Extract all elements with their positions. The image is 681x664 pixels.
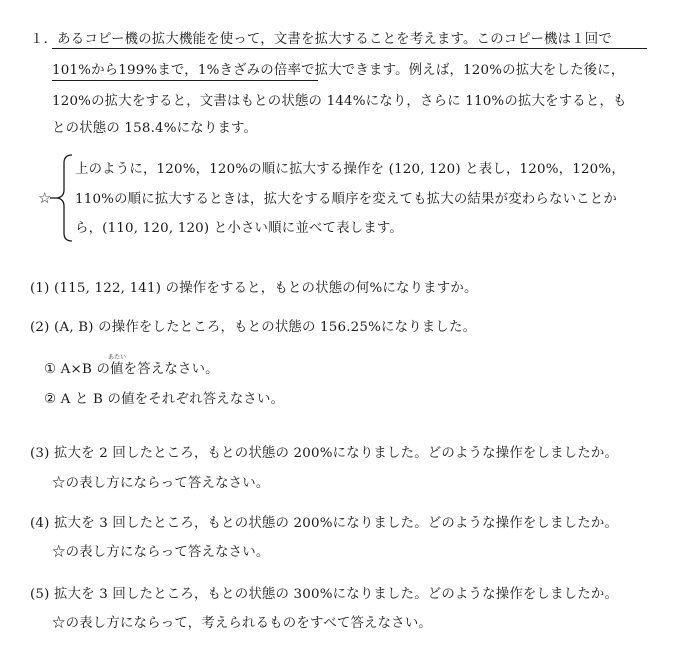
question-4-line-2: ☆の表し方にならって答えなさい。 bbox=[52, 545, 270, 560]
question-5-line-2: ☆の表し方にならって，考えられるものをすべて答えなさい。 bbox=[52, 616, 432, 631]
question-3-line-2: ☆の表し方にならって答えなさい。 bbox=[52, 476, 270, 491]
question-1: (1) (115, 122, 141) の操作をすると，もとの状態の何%になりますか。 bbox=[30, 281, 478, 296]
question-2: (2) (A, B) の操作をしたところ，もとの状態の 156.25%になりました。 bbox=[30, 320, 477, 335]
question-5-line-1: (5) 拡大を 3 回したところ，もとの状態の 300%になりました。どのような操作をしましたか。 bbox=[30, 587, 619, 602]
notation-line-2: 110%の順に拡大するときは，拡大をする順序を変えても拡大の結果が変わらないことか bbox=[75, 192, 617, 207]
intro-line-3: 120%の拡大をすると，文書はもとの状態の 144%になり，さらに 110%の拡大をすると，も bbox=[52, 94, 627, 109]
question-2-sub-2: ② A と B の値をそれぞれ答えなさい。 bbox=[44, 392, 285, 407]
value-word: 値 bbox=[110, 362, 124, 377]
notation-line-1: 上のように，120%，120%の順に拡大する操作を (120, 120) と表し，120%，120%， bbox=[75, 162, 625, 177]
notation-line-3: ら，(110, 120, 120) と小さい順に並べて表します。 bbox=[75, 221, 403, 236]
left-brace-icon bbox=[36, 154, 72, 242]
intro-line-2: 101%から199%まで，1%きざみの倍率で拡大できます。例えば，120%の拡大をした後に， bbox=[52, 63, 625, 78]
question-2-sub-1-suffix: を答えなさい。 bbox=[123, 362, 219, 377]
question-2-sub-1-prefix: ① A×B の bbox=[44, 362, 111, 377]
intro-line-1: １．あるコピー機の拡大機能を使って，文書を拡大することを考えます。このコピー機は１回で bbox=[30, 32, 612, 47]
question-3-line-1: (3) 拡大を 2 回したところ，もとの状態の 200%になりました。どのような操作をしましたか。 bbox=[30, 446, 619, 461]
value-word-ruby: あたい bbox=[108, 354, 127, 361]
question-4-line-1: (4) 拡大を 3 回したところ，もとの状態の 200%になりました。どのような操作をしましたか。 bbox=[30, 516, 619, 531]
intro-underline-1 bbox=[52, 48, 647, 49]
intro-line-4: との状態の 158.4%になります。 bbox=[52, 121, 258, 136]
intro-underline-2 bbox=[52, 80, 318, 81]
question-2-sub-1 bbox=[44, 362, 219, 378]
star-icon: ☆ bbox=[38, 189, 52, 207]
